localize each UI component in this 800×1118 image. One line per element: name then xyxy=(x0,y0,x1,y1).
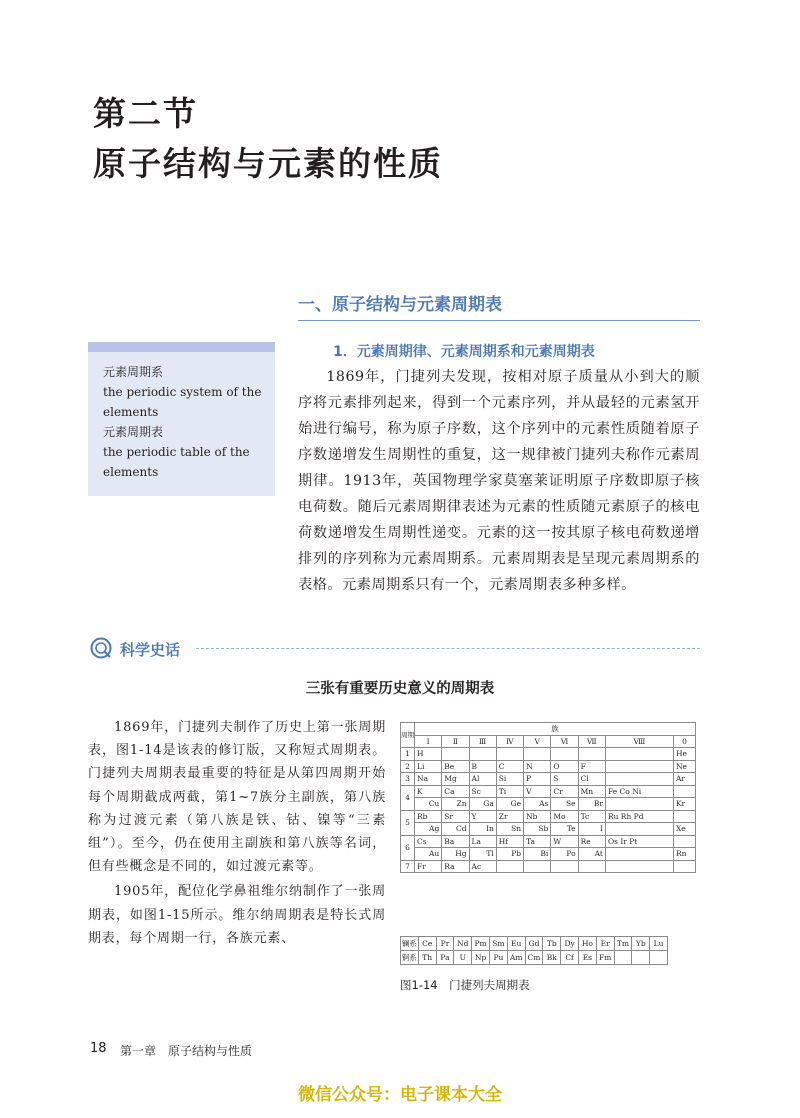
element-cell: Al xyxy=(469,773,496,786)
element-cell: O xyxy=(551,760,578,773)
heading-underline xyxy=(298,320,700,321)
element-cell xyxy=(605,748,673,761)
element-cell: U xyxy=(454,951,472,965)
element-cell: N xyxy=(524,760,551,773)
element-cell: Th xyxy=(418,951,436,965)
element-cell: Ba xyxy=(442,835,469,848)
element-cell xyxy=(524,748,551,761)
lanthanide-actinide-table xyxy=(400,936,668,965)
element-cell: Rn xyxy=(673,848,695,861)
element-cell: Ru Rh Pd xyxy=(605,810,673,823)
group-label: Ⅰ xyxy=(415,735,442,748)
glossary-term-zh: 元素周期系 xyxy=(103,365,164,379)
element-cell: Cs xyxy=(415,835,442,848)
group-label: Ⅲ xyxy=(469,735,496,748)
period-row xyxy=(401,760,696,773)
element-cell: Ho xyxy=(578,937,596,951)
figure-caption: 图1-14 门捷列夫周期表 xyxy=(400,978,530,992)
element-cell: Pa xyxy=(436,951,454,965)
group-label: Ⅶ xyxy=(578,735,605,748)
actinide-label: 锕系 xyxy=(401,951,419,965)
element-cell: B xyxy=(469,760,496,773)
element-cell: Bk xyxy=(543,951,561,965)
element-cell: Os Ir Pt xyxy=(605,835,673,848)
box-subtitle: 三张有重要历史意义的周期表 xyxy=(305,681,495,697)
element-cell: W xyxy=(551,835,578,848)
element-cell: Ta xyxy=(524,835,551,848)
history-text xyxy=(88,716,386,950)
body-paragraph-text: 1869年，门捷列夫发现，按相对原子质量从小到大的顺序将元素排列起来，得到一个元素序列，并从最轻的元素氢开始进行编号，称为原子序数，这个序列中的元素性质随着原子序数递增发生周期性的重复，这一规律被门捷列夫称作元素周期律。1913年，英国物理学家莫塞莱证明原子序数即原子核电荷数。随后元素周期律表述为元素的性质随元素原子的核电荷数递增发生周期性递变。元素的这一按其原子核电荷数递增排列的序列称为元素周期系。元素周期表是呈现元素周期系的表格。元素周期系只有一个，元素周期表多种多样。 xyxy=(298,369,700,593)
element-cell xyxy=(605,848,673,861)
element-cell: Re xyxy=(578,835,605,848)
actinide-row xyxy=(401,951,668,965)
group-header: 族 xyxy=(415,723,696,736)
science-history-icon xyxy=(90,637,112,659)
element-cell: Fr xyxy=(415,860,442,873)
element-cell: Be xyxy=(442,760,469,773)
lanthanide-label: 镧系 xyxy=(401,937,419,951)
element-cell xyxy=(605,760,673,773)
page-number: 18 xyxy=(90,1041,107,1056)
element-cell: Np xyxy=(472,951,490,965)
element-cell: La xyxy=(469,835,496,848)
element-cell: Si xyxy=(496,773,523,786)
element-cell: Pr xyxy=(436,937,454,951)
element-cell: Rb xyxy=(415,810,442,823)
element-cell: Mg xyxy=(442,773,469,786)
glossary-term-en: elements xyxy=(103,405,159,419)
period-number: 6 xyxy=(401,835,415,860)
history-paragraph: 1905年，配位化学鼻祖维尔纳制作了一张周期表，如图1-15所示。维尔纳周期表是特长式周期表，每个周期一行，各族元素、 xyxy=(88,884,386,946)
element-cell: Bi xyxy=(524,848,551,861)
element-cell: Tl xyxy=(469,848,496,861)
element-cell xyxy=(605,860,673,873)
period-number: 2 xyxy=(401,760,415,773)
element-cell: Kr xyxy=(673,798,695,811)
element-cell: Ag xyxy=(415,823,442,836)
science-history-label: 科学史话 xyxy=(120,641,181,659)
period-header: 周期 xyxy=(401,723,415,748)
element-cell: Zn xyxy=(442,798,469,811)
heading-1: 一、原子结构与元素周期表 xyxy=(298,295,502,315)
element-cell: Ra xyxy=(442,860,469,873)
element-cell xyxy=(469,748,496,761)
element-cell xyxy=(605,773,673,786)
period-number: 5 xyxy=(401,810,415,835)
element-cell xyxy=(673,810,695,823)
element-cell: Hg xyxy=(442,848,469,861)
element-cell: Mo xyxy=(551,810,578,823)
element-cell xyxy=(551,748,578,761)
element-cell: Mn xyxy=(578,785,605,798)
element-cell: P xyxy=(524,773,551,786)
element-cell: Nd xyxy=(454,937,472,951)
history-paragraph: 1869年，门捷列夫制作了历史上第一张周期表，图1-14是该表的修订版，又称短式周期表。门捷列夫周期表最重要的特征是从第四周期开始每个周期截成两截，第1~7族分主副族，第八族称为过渡元素（第八族是铁、钴、镍等“三素组”）。至今，仍在使用主副族和第八族等名词，但有些概念是不同的，如过渡元素等。 xyxy=(88,720,386,875)
period-row xyxy=(401,835,696,848)
element-cell: At xyxy=(578,848,605,861)
element-cell: Eu xyxy=(507,937,525,951)
element-cell: Cd xyxy=(442,823,469,836)
element-cell: Na xyxy=(415,773,442,786)
element-cell: As xyxy=(524,798,551,811)
period-number: 3 xyxy=(401,773,415,786)
element-cell: Sn xyxy=(496,823,523,836)
group-label: 0 xyxy=(673,735,695,748)
element-cell xyxy=(605,798,673,811)
f-block-grid xyxy=(400,936,668,965)
element-cell: Sc xyxy=(469,785,496,798)
element-cell: Cr xyxy=(551,785,578,798)
period-number: 4 xyxy=(401,785,415,810)
element-cell xyxy=(496,748,523,761)
element-cell: Zr xyxy=(496,810,523,823)
element-cell xyxy=(524,860,551,873)
element-cell: Ga xyxy=(469,798,496,811)
element-cell: Ar xyxy=(673,773,695,786)
element-cell xyxy=(673,860,695,873)
section-number: 第二节 xyxy=(93,94,198,133)
section-title: 原子结构与元素的性质 xyxy=(93,144,443,183)
glossary-term-zh: 元素周期表 xyxy=(103,425,164,439)
element-cell: Tc xyxy=(578,810,605,823)
element-cell: Po xyxy=(551,848,578,861)
period-row xyxy=(401,798,696,811)
period-row xyxy=(401,773,696,786)
element-cell: Tb xyxy=(543,937,561,951)
element-cell: Fm xyxy=(596,951,614,965)
element-cell: Sb xyxy=(524,823,551,836)
element-cell: Er xyxy=(596,937,614,951)
element-cell: I xyxy=(578,823,605,836)
element-cell xyxy=(551,860,578,873)
group-label: Ⅴ xyxy=(524,735,551,748)
element-cell: Au xyxy=(415,848,442,861)
glossary-box-header-bar xyxy=(88,342,275,352)
element-cell: He xyxy=(673,748,695,761)
dashed-divider xyxy=(196,648,700,650)
heading-2: 1．元素周期律、元素周期系和元素周期表 xyxy=(333,344,595,360)
group-label: Ⅵ xyxy=(551,735,578,748)
element-cell: Li xyxy=(415,760,442,773)
period-row xyxy=(401,810,696,823)
periodic-table-grid xyxy=(400,722,696,873)
element-cell: Br xyxy=(578,798,605,811)
group-label: Ⅱ xyxy=(442,735,469,748)
periodic-table-body xyxy=(401,748,696,873)
element-cell: Fe Co Ni xyxy=(605,785,673,798)
period-number: 1 xyxy=(401,748,415,761)
element-cell xyxy=(442,748,469,761)
element-cell: Ge xyxy=(496,798,523,811)
element-cell: Lu xyxy=(650,937,668,951)
element-cell xyxy=(673,785,695,798)
element-cell: Xe xyxy=(673,823,695,836)
element-cell: Gd xyxy=(525,937,543,951)
body-paragraph xyxy=(298,364,700,598)
element-cell: Y xyxy=(469,810,496,823)
period-row xyxy=(401,785,696,798)
element-cell: Ca xyxy=(442,785,469,798)
period-row xyxy=(401,860,696,873)
element-cell: H xyxy=(415,748,442,761)
element-cell: Ce xyxy=(418,937,436,951)
glossary-term-en: elements xyxy=(103,465,159,479)
group-label: Ⅳ xyxy=(496,735,523,748)
element-cell: Te xyxy=(551,823,578,836)
element-cell: Sr xyxy=(442,810,469,823)
element-cell: Sm xyxy=(489,937,507,951)
element-cell xyxy=(605,823,673,836)
element-cell: Nb xyxy=(524,810,551,823)
element-cell: Tm xyxy=(614,937,632,951)
glossary-term-en: the periodic table of the xyxy=(103,445,250,459)
element-cell: Dy xyxy=(561,937,579,951)
element-cell xyxy=(578,748,605,761)
element-cell: Pu xyxy=(489,951,507,965)
element-cell: Cl xyxy=(578,773,605,786)
glossary-term-en: the periodic system of the xyxy=(103,385,262,399)
element-cell: Cm xyxy=(525,951,543,965)
element-cell: S xyxy=(551,773,578,786)
lanthanide-row xyxy=(401,937,668,951)
period-row xyxy=(401,748,696,761)
element-cell: Am xyxy=(507,951,525,965)
element-cell: Es xyxy=(578,951,596,965)
element-cell: Cu xyxy=(415,798,442,811)
element-cell: F xyxy=(578,760,605,773)
element-cell: Ac xyxy=(469,860,496,873)
period-row xyxy=(401,848,696,861)
element-cell xyxy=(650,951,668,965)
element-cell xyxy=(632,951,650,965)
element-cell xyxy=(614,951,632,965)
element-cell: Hf xyxy=(496,835,523,848)
element-cell: K xyxy=(415,785,442,798)
watermark-text: 微信公众号：电子课本大全 xyxy=(298,1085,502,1105)
element-cell: Cf xyxy=(561,951,579,965)
element-cell: Se xyxy=(551,798,578,811)
element-cell xyxy=(578,860,605,873)
element-cell: Pb xyxy=(496,848,523,861)
period-number: 7 xyxy=(401,860,415,873)
mendeleev-periodic-table xyxy=(400,722,696,873)
element-cell xyxy=(673,835,695,848)
chapter-label: 第一章 原子结构与性质 xyxy=(120,1044,253,1058)
element-cell: C xyxy=(496,760,523,773)
element-cell: Pm xyxy=(472,937,490,951)
element-cell xyxy=(496,860,523,873)
element-cell: In xyxy=(469,823,496,836)
period-row xyxy=(401,823,696,836)
element-cell: Ne xyxy=(673,760,695,773)
group-label: Ⅷ xyxy=(605,735,673,748)
element-cell: Yb xyxy=(632,937,650,951)
element-cell: V xyxy=(524,785,551,798)
element-cell: Ti xyxy=(496,785,523,798)
